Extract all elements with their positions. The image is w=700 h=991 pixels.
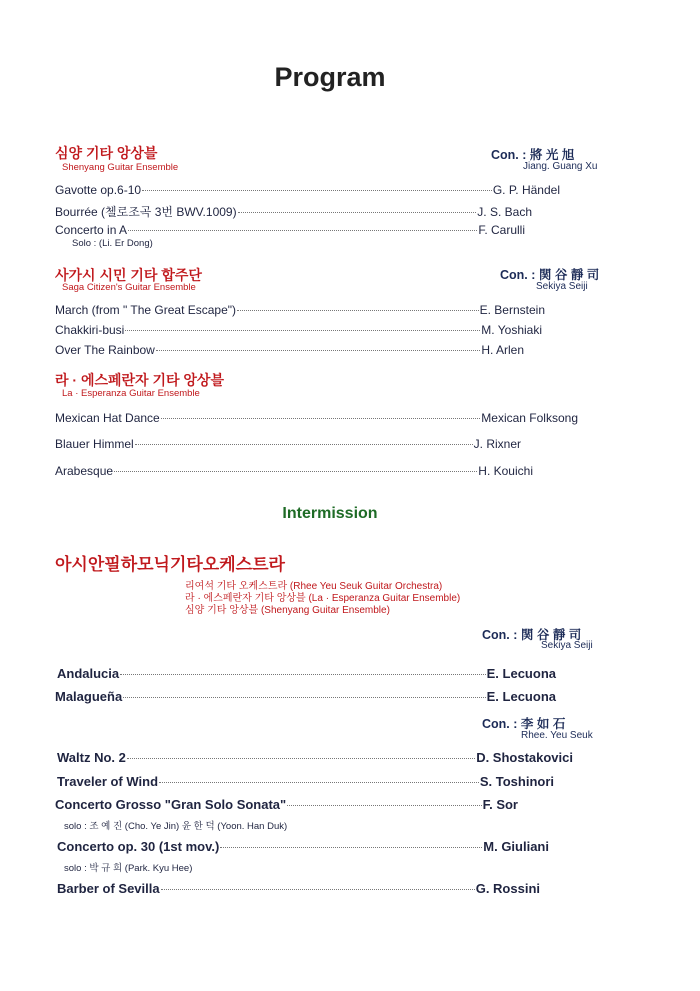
program-row bbox=[57, 839, 549, 854]
dot-leader bbox=[120, 674, 486, 675]
orchestra-name: 아시안필하모닉기타오케스트라 bbox=[55, 555, 285, 574]
group-subtitle: Saga Citizen's Guitar Ensemble bbox=[62, 282, 196, 293]
piece-title: Traveler of Wind bbox=[57, 774, 159, 789]
composer: H. Arlen bbox=[481, 343, 524, 357]
piece-title: Bourrée (첼로조곡 3번 BWV.1009) bbox=[55, 205, 237, 219]
piece-title: Arabesque bbox=[55, 464, 114, 478]
program-row bbox=[55, 411, 578, 425]
piece-title: Concerto Grosso "Gran Solo Sonata" bbox=[55, 797, 287, 812]
solo-credit: solo : 박 규 희 (Park. Kyu Hee) bbox=[64, 863, 193, 874]
composer: G. P. Händel bbox=[492, 183, 560, 197]
program-row bbox=[55, 437, 521, 451]
dot-leader bbox=[128, 230, 477, 231]
dot-leader bbox=[156, 350, 480, 351]
program-row bbox=[55, 343, 524, 357]
dot-leader bbox=[238, 212, 477, 213]
piece-title: Barber of Sevilla bbox=[57, 881, 160, 896]
dot-leader bbox=[142, 190, 492, 191]
group-name: 라 · 에스페란자 기타 앙상블 bbox=[55, 372, 224, 388]
composer: H. Kouichi bbox=[478, 464, 533, 478]
composer: G. Rossini bbox=[475, 881, 540, 896]
solo-credit: solo : 조 예 진 (Cho. Ye Jin) 윤 한 덕 (Yoon. Han Duk) bbox=[64, 821, 288, 832]
piece-title: Over The Rainbow bbox=[55, 343, 155, 357]
dot-leader bbox=[114, 471, 477, 472]
program-row bbox=[55, 303, 545, 317]
composer: D. Shostakovici bbox=[476, 750, 573, 765]
conductor-label: Con. : 関 谷 靜 司 bbox=[482, 628, 582, 642]
dot-leader bbox=[161, 418, 481, 419]
piece-title: Chakkiri-busi bbox=[55, 323, 125, 337]
conductor-label: Con. : 將 光 旭 bbox=[491, 148, 575, 162]
dot-leader bbox=[135, 444, 473, 445]
piece-title: Waltz No. 2 bbox=[57, 750, 126, 765]
dot-leader bbox=[237, 310, 479, 311]
member-ensemble: 심양 기타 앙상블 (Shenyang Guitar Ensemble) bbox=[185, 605, 390, 616]
page-title: Program bbox=[274, 62, 386, 92]
program-row bbox=[57, 774, 554, 789]
group-name: 사가시 시민 기타 합주단 bbox=[55, 267, 202, 283]
dot-leader bbox=[127, 758, 475, 759]
dot-leader bbox=[220, 847, 482, 848]
member-ensemble: 리여석 기타 오케스트라 (Rhee Yeu Seuk Guitar Orchestra) bbox=[185, 581, 443, 592]
composer: E. Bernstein bbox=[479, 303, 545, 317]
program-row bbox=[57, 666, 556, 681]
conductor-name: Jiang. Guang Xu bbox=[523, 161, 598, 172]
composer: S. Toshinori bbox=[479, 774, 554, 789]
piece-title: Concerto in A bbox=[55, 223, 128, 237]
program-row bbox=[55, 689, 556, 704]
intermission-heading: Intermission bbox=[282, 505, 378, 522]
solo-credit: Solo : (Li. Er Dong) bbox=[72, 238, 153, 249]
dot-leader bbox=[161, 889, 475, 890]
program-row bbox=[57, 881, 540, 896]
group-subtitle: La · Esperanza Guitar Ensemble bbox=[62, 388, 200, 399]
composer: Mexican Folksong bbox=[481, 411, 578, 425]
conductor-label: Con. : 関 谷 靜 司 bbox=[500, 268, 600, 282]
program-row bbox=[55, 183, 560, 197]
conductor-name: Rhee. Yeu Seuk bbox=[521, 730, 593, 741]
dot-leader bbox=[123, 697, 485, 698]
composer: E. Lecuona bbox=[486, 666, 556, 681]
piece-title: Concerto op. 30 (1st mov.) bbox=[57, 839, 220, 854]
piece-title: March (from " The Great Escape") bbox=[55, 303, 237, 317]
piece-title: Malagueña bbox=[55, 689, 123, 704]
composer: M. Giuliani bbox=[483, 839, 549, 854]
piece-title: Mexican Hat Dance bbox=[55, 411, 160, 425]
conductor-name: Sekiya Seiji bbox=[541, 640, 593, 651]
program-row bbox=[55, 203, 532, 220]
dot-leader bbox=[159, 782, 479, 783]
program-row bbox=[55, 323, 542, 337]
dot-leader bbox=[287, 805, 481, 806]
piece-title: Andalucia bbox=[57, 666, 120, 681]
conductor-label: Con. : 李 如 石 bbox=[482, 717, 566, 731]
dot-leader bbox=[125, 330, 480, 331]
group-subtitle: Shenyang Guitar Ensemble bbox=[62, 162, 179, 173]
composer: F. Carulli bbox=[478, 223, 525, 237]
piece-title: Blauer Himmel bbox=[55, 437, 134, 451]
program-row bbox=[55, 223, 525, 237]
program-row bbox=[57, 750, 573, 765]
piece-title: Gavotte op.6-10 bbox=[55, 183, 142, 197]
member-ensemble: 라 · 에스페란자 기타 앙상블 (La · Esperanza Guitar Ensemble) bbox=[185, 593, 461, 604]
program-row bbox=[55, 464, 533, 478]
conductor-name: Sekiya Seiji bbox=[536, 281, 588, 292]
composer: J. Rixner bbox=[473, 437, 521, 451]
composer: E. Lecuona bbox=[486, 689, 556, 704]
program-row bbox=[55, 797, 518, 812]
composer: M. Yoshiaki bbox=[481, 323, 542, 337]
group-name: 심양 기타 앙상블 bbox=[55, 145, 158, 161]
composer: J. S. Bach bbox=[477, 205, 532, 219]
composer: F. Sor bbox=[482, 797, 518, 812]
